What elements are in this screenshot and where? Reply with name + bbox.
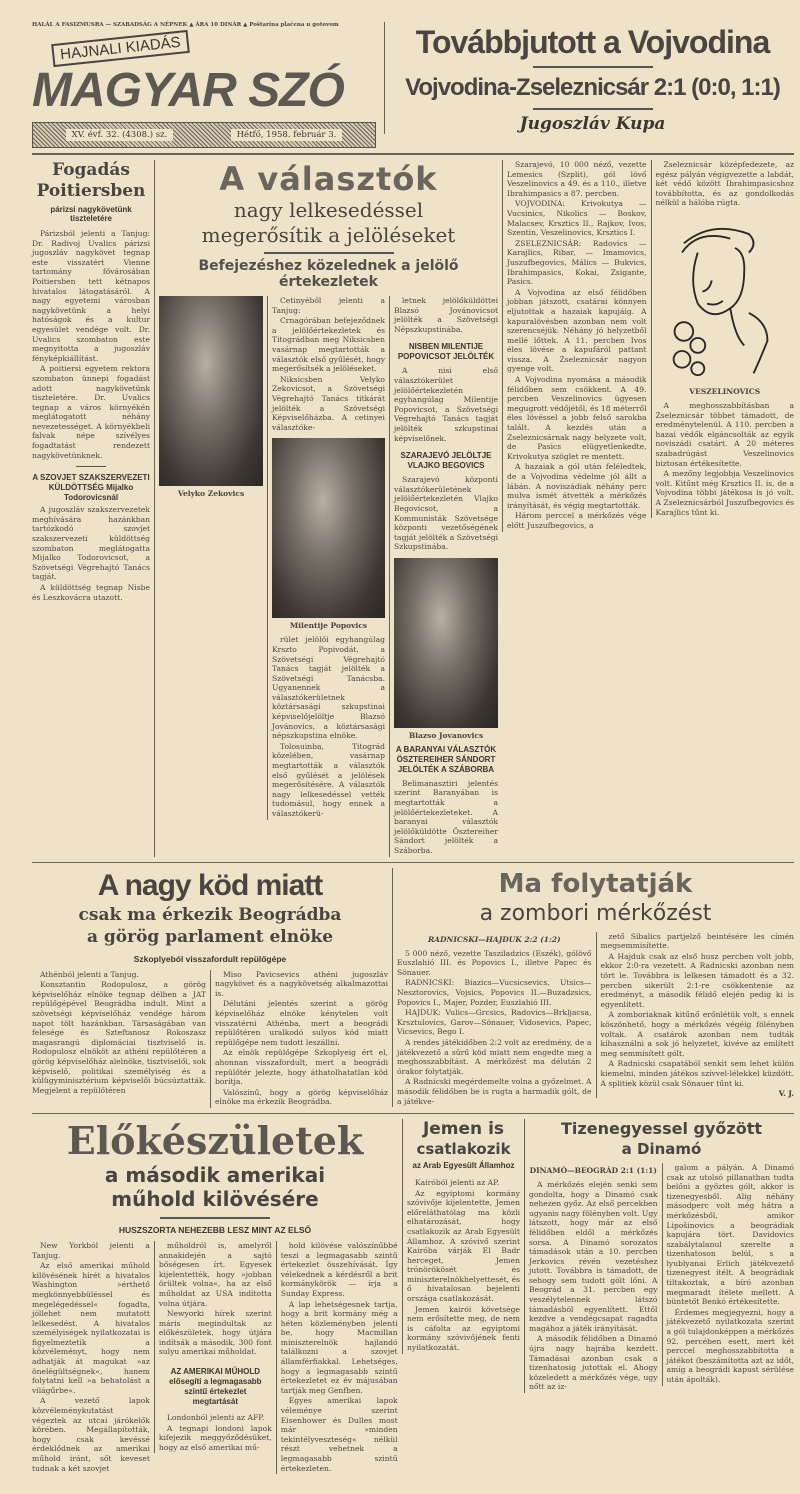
match-score: DINAMÓ—BEOGRÁD 2:1 (1:1) [529, 1165, 657, 1175]
article-body [394, 296, 498, 334]
headline-subtitle: az Arab Egyesült Államhoz [412, 1160, 515, 1170]
article-body [529, 1180, 658, 1392]
article-subheading: AZ AMERIKAI MŰHOLD elősegíti a legmagasabb szintű értekezlet megtartását [169, 1367, 262, 1407]
paragraph: A poitiersi egyetem rektora szombaton ünnepi fogadást adott nagykövetünk tiszteletére. Dr. Uvalics tegnap a város környékén meglátogatott néhány nevezetességet. A környékbeli falvak népe szívélyes fogadtatást rendezett nagykövetünknek. [32, 364, 150, 460]
article-title: A BARANYAI VÁLASZTÓK ÖSZTEREIHER SÁNDORT JELÖLTÉK A SZÁBORBA [395, 744, 497, 774]
headline: A nagy köd miatt [97, 868, 323, 902]
paragraph: Tolosuinba, Titográd közelében, vasárnap megtartották a választók első gyűlését a jelölések megerősítésére. A választók nagy lelkesedéssel vették tudomásul, hogy ennek a választókerü- [272, 741, 385, 818]
paragraph: A zomboriaknak kitűnő erőnlétük volt, s ennek köszönhető, hogy a mérkőzés végéig fölényben voltak. A csatárok azonban nem tudták kihasználni a sok jó helyzetet, kivéve az említett meg semmisített gólt. [600, 1010, 794, 1058]
photo-caption: Blazso Jovanovics [408, 730, 484, 740]
match-score: RADNICSKI—HAJDUK 2:2 (1:2) [427, 934, 561, 944]
score-headline: Vojvodina-Zseleznicsár 2:1 (0:0, 1:1) [405, 74, 780, 101]
row-b [32, 868, 794, 1108]
article-body [507, 160, 651, 532]
photo-caption: Milentije Popovics [289, 621, 368, 631]
article-body [32, 505, 150, 602]
article-body [159, 1241, 272, 1357]
paragraph: galom a pályán. A Dinamó csak az utolsó pillanatban tudta belőni a győztes gólt, akkor is tizenegyesből. Alig néhány másodperc volt még hátra a mérkőzésből, amikor Lipošinovics a beográdiak kapujára tört. Davidovics szabálytalanul szerelte a tizenhatoson belül, s a lyublyanai Erlich játékvezető tizenegyest ítélt. A beográdiak tiltakoztak, a bíró azonban megmaradt ítélete mellett. A büntetőt Benkó értékesítette. [666, 1162, 794, 1307]
paragraph: Szarajevó központi választókerületének jelölőértekezletén Vlajko Begovicsot, a Kommunisták Szövetsége központi vezetőségének tagját jelölték a Szövetségi Szkupstinába. [394, 475, 498, 552]
headline: A választók [219, 160, 438, 198]
paragraph: rület jelölői egyhangúlag Krszto Popivodát, a Szövetségi Végrehajtó Tanács tagját jelölték a Szövetségi Tanácsba. Ugyanennek a választókerületnek köztársasági szkupstinai képviselőjelöltje Blazsó Jovánovics, a köztársasági népszkupstina elnöke. [272, 635, 385, 741]
paragraph: Zseleznicsár középfedezete, az egész pályán végigvezette a labdát, két védő között Ibrahimpasicshoz továbbította, és az gondolkodás nélkül a hálóba rúgta. [655, 160, 794, 208]
paragraph: Miso Pavicsevics athéni jugoszláv nagykövet és a nagykövetség alkalmazottai is. [215, 969, 388, 998]
headline: Továbbjutott a Vojvodina [415, 24, 770, 60]
article-muhold [32, 1119, 402, 1474]
paragraph: Egyes amerikai lapok véleménye szerint Eisenhower és Dulles most már »minden tekintélyveszteség« nélkül részt vehetnek a legmagasabb szintű értekezleten. [280, 1396, 398, 1473]
article-kod [32, 868, 392, 1108]
paragraph: A Hajduk csak az első husz percben volt jobb, ekkor 2:0-ra vezetett. A Radnicski azonban nem tört le. Továbbra is lelkesen támadott és a 32. percben sikerült 2:1-re csökkentenie az eredményt, a második félidő elején pedig ki is egyenlített. [600, 951, 794, 1009]
article-body [407, 1178, 520, 1353]
paragraph: Érdemes megjegyezni, hogy a játékvezető nyilatkozata szerint a gól tulajdonképpen a mérkőzés 92. percében esett, mert két perccel meghosszabbította a játékot (beszámította azt az időt, amíg a beográdi kapust sérülése után ápolták). [666, 1307, 794, 1384]
article-body [601, 932, 795, 1089]
paragraph: A Radnicski megérdemelte volna a győzelmet. A második félidőben be is rugta a harmadik gólt, de a játékve- [397, 1077, 592, 1106]
paragraph: zető Sibalics partjelző beintésére les címén megsemmisítette. [600, 931, 794, 951]
article-body [656, 401, 795, 517]
article-baranya [394, 745, 498, 856]
paragraph: A Vojvodina az első félidőben jobban játszott, csatárai könnyen eljutottak a hazaiak kapujáig. A kapuralövésben azonban nem volt szerencséjük. Néhány jó helyzetből mellé lőttek. A 11. percben Ivos éles lövése a kapufáról pattant vissza. A Zseleznicsár nagyon gyenge volt. [507, 287, 647, 374]
photo-velyko-zekovics [159, 296, 263, 486]
newspaper-title: MAGYAR SZÓ [32, 64, 344, 117]
paragraph: A mezőny legjobbja Veszelinovics volt. Kitűnt még Krsztics II. is, de a Vojvodina többi játékosa is jó volt. A Zseleznicsárból Juszufbegovics és Karajlics tűnt ki. [655, 469, 794, 517]
article-body [656, 160, 795, 208]
paragraph: ZSELEZNICSÁR: Radovics — Karajlics, Ribar, — Imamovics, Juszufbegovics, Málics — Bukvics, Ibrahimpasics, Kokai, Zsigante, Pasics. [507, 238, 647, 287]
headline-line: műhold kilövésére [111, 1186, 319, 1211]
caricature-veszelinovics [656, 214, 786, 384]
headline: Tizenegyessel győzött [561, 1118, 762, 1138]
article-body [159, 1413, 272, 1452]
article-zombor [392, 868, 794, 1108]
headline-subtitle: HUSZSZORTA NEHEZEBB LESZ MINT AZ ELSŐ [118, 1224, 312, 1235]
headline-line: a zombori mérkőzést [479, 900, 712, 926]
paragraph: Az egyiptomi kormány szóvivője kijelentette, Jemen előreláthatólag ma közli elhatározását, hogy csatlakozik az Arab Egyesült Államhoz. A szóvivő szerint Kairóba várják El Badr herceget, Jemen trónörökösét és miniszterelnökhelyettesét, és ő hivatalosan bejelenti országa csatlakozását. [407, 1188, 520, 1304]
article-subheading: NISBEN MILENTIJE POPOVICSOT JELÖLTÉK [397, 342, 495, 362]
headline-line: a második amerikai [104, 1162, 326, 1187]
paragraph: A meghosszabbításban a Zseleznicsár többet támadott, de eredménytelenül. A 110. percben a hazai védők elgáncsolták az egyik noviszádi csatárt. A 20 méteres szabadrúgást Veszelinovics biztosan értékesítette. [655, 400, 794, 468]
article-body [272, 296, 385, 432]
paragraph: hold kilövése valószínűbbé teszi a legmagasabb szintű értekezlet összehívását. Így vélekednek a kérdésről a brit kormánykörök — írja a Sunday Express. [280, 1240, 398, 1298]
paragraph: Valószínű, hogy a görög képviselőház elnöke ma érkezik Beográdba. [215, 1087, 388, 1107]
paragraph: A mérkőzés elején senki sem gondolta, hogy a Dinamó csak nehezen győz. Az első percekben ugyanis nagy fölényben volt. Ugy látszott, hogy már az első félidőben eldől a mérkőzés sorsa. A Dinamó sorozatos támadások után a 10. percben Jerkovics révén vezetéshez jutott. Továbbra is támadott, de sehogy sem tudott gólt lőni. A Beográd a 31. percben egy veszélytelennek látszó támadásból egyenlített. Ettől kezdve a vendégcsapat ragadta magához a játék irányítását. [529, 1179, 658, 1333]
paragraph: Belimanasztiri jelentés szerint Baranyában is megtartották a jelölőértekezleteket. A baranyai választók jelölőküldötte Ösztereiher Sándort jelölték a Száborba. [394, 778, 498, 856]
paragraph: Newyorki hírek szerint máris megindultak az előkészületek, hogy útjára indítsák a második, 300 font sulyu amerikai műholdat. [158, 1309, 272, 1357]
article-body [276, 1241, 398, 1474]
paragraph: letnek jelölőküldöttei Blazsó Jovánovicsot jelölték a Szövetségi Népszkupstinába. [394, 296, 498, 334]
paragraph: A küldöttség tegnap Nisbe és Leszkovácra utazott. [32, 583, 150, 602]
article-body [394, 475, 498, 552]
paragraph: A rendes játékidőben 2:2 volt az eredmény, de a játékvezető a sűrű köd miatt nem engedte meg a meghosszabbítást. A mérkőzést ma délután 2 órakor folytatják. [397, 1037, 592, 1076]
paragraph: A lap lehetségesnek tartja, hogy a brit kormány még a héten közleményben jelenti be, hogy Macmillan miniszterelnök hajlandó találkozni a szovjet államférfiakkal. Lehetséges, hogy a legmagasabb szintű értekezletet ez év májusában tartják meg Genfben. [280, 1299, 398, 1395]
headline: Előkészületek [66, 1117, 364, 1163]
headline-line: csatlakozik [416, 1139, 511, 1158]
headline-subtitle: Befejezéshez közelednek a jelölő értekezletek [198, 258, 459, 290]
paragraph: A nisi első választókerület jelölőértekezletén egyhangúlag Milentije Popovicsot, a Szövetségi Végrehajtó Tanács tagját jelölték szkupstinai képviselőnek. [394, 366, 498, 443]
paragraph: Délutáni jelentés szerint a görög képviselőház elnöke kénytelen volt visszatérni Athénba, mert a beográdi repülőtéren uralkodó sulyos köd miatt repülőgépe nem tudott leszállni. [215, 999, 388, 1047]
paragraph: Az elnök repülőgépe Szkoplyeig ért el, ahonnan visszafordult, mert a beográdi repülőtér jelezte, hogy áthatolhatatlan köd borítja. [215, 1048, 388, 1087]
paragraph: A második félidőben a Dinamó újra nagy hajrába kezdett. Támadásai azonban csak a tizenhatosig jutottak el. Ahogy közeledett a mérkőzés vége, ugy nőtt az iz- [529, 1334, 658, 1392]
masthead [32, 22, 384, 148]
headline: Jemen is [422, 1118, 505, 1139]
paragraph: Crnagórában befejeződnek a jelölőértekezletek és Titográdban meg Niksicsben vasárnap megtartották a választók első gyűlését, hogy megerősítsék a jelöléseket. [272, 316, 385, 374]
paragraph: Három perccel a mérkőzés vége előtt Juszufbegovics, a [507, 511, 647, 530]
paragraph: A tegnapi londoni lapok kifejezik meggyőződésüket, hogy az első amerikai mű- [158, 1423, 272, 1452]
paragraph: Jemen kairói követsége nem erősítette meg, de nem is cáfolta az egyiptomi kormány szóvivőjének fenti nyilatkozatát. [407, 1304, 520, 1353]
author-signature: V. J. [778, 1089, 794, 1099]
article-body [210, 970, 388, 1108]
row-a [32, 160, 794, 857]
paragraph: Londonból jelenti az AFP. [166, 1413, 265, 1423]
article-body [272, 635, 385, 818]
edition-stamp: HAJNALI KIADÁS [51, 30, 190, 67]
paragraph: Konsztantin Rodopulosz, a görög képviselőház elnöke tegnap délben a JAT repülőgépével Beográdba indult. Mint a szövetségi képviselőház vendége három napot tölt hazánkban. Társaságában van felesége és Szteftanosz Rokoszasz magasrangú diplomáciai tisztviselő is. Rodopulosz elnököt az athéni repülőtéren a görög képviselőház alelnöke, tisztviselői, sok képviselő, politikai személyiség és a külügyminisztérium képviselői búcsúztatták. Megjelent a repülőtéren [32, 980, 206, 1095]
paragraph: A jugoszláv szakszervezetek meghívására hazánkban tartózkodó szovjet szakszervezeti küldöttség szombaton meglátogatta Mijalko Todorovicsot, a Szövetségi Végrehajtó Tanács tagját. [32, 505, 150, 582]
paragraph: Cetinyéből jelenti a Tanjug: [272, 296, 385, 315]
paragraph: Kairóból jelenti az AP. [415, 1177, 500, 1187]
paragraph: Az első amerikai műhold kilövésének hírét a hivatalos Washington »érthető megkönnyebbüléssel és megelégedéssel« fogadta, jóllehet nem mutatott lelkesedést. A hivatalos személyiségek nyilatkozatai is figyelmeztetik a közvéleményt, hogy nem adhatják át magukat »az önelégültségnek«, hanem folytatni kell »a behatolást a világűrbe«. [32, 1261, 150, 1395]
paragraph: A Radnicski csapatából senkit sem lehet külön kiemelni, minden játékos szívvel-lélekkel küzdött. A splitiek közül csak Sönauer tűnt ki. [600, 1059, 794, 1088]
photo-milentije-popovics [272, 438, 385, 618]
issue-bar [32, 122, 376, 148]
headline-line: csak ma érkezik Beográdba [78, 904, 342, 925]
paragraph: Niksicsben Velyko Zekovicsot, a Szövetségi Végrehajtó Tanács titkárát jelölték a Szövetségi Képviselőházba. A cetinyei választóke- [272, 374, 385, 432]
headline: Ma folytatják [498, 868, 693, 899]
photo-blazso-jovanovics [394, 558, 498, 728]
article-body [32, 229, 150, 460]
article-body [397, 949, 592, 1107]
row-c [32, 1119, 794, 1474]
article-subheading: SZARAJEVÓ JELÖLTJE VLAJKO BEGOVICS [400, 451, 492, 471]
paragraph: Szarajevó, 10 000 néző, vezette Lemesics (Szplit), gól lövő Veszelinovics a 49. és a 110., illetve Ibrahimpasics a 87. percben. [507, 160, 647, 198]
article-body [32, 1241, 154, 1474]
photo-caption: Velyko Zekovics [177, 489, 245, 498]
article-jemen [402, 1119, 524, 1354]
headline-subtitle: Szkoplyeból visszafordult repülőgépe [133, 953, 287, 964]
headline-line: a görög parlament elnöke [86, 926, 334, 947]
paragraph: HAJDUK: Vulics—Grcsics, Radovics—Brkljacsa, Krsztulovics, Garov—Sönauer, Vidosevics, Papec, Vicsevics, Bego I. [397, 1008, 592, 1037]
issue-date: Hétfő, 1958. február 3. [231, 129, 343, 141]
article-body [32, 970, 210, 1097]
headline-line: nagy lelkesedéssel [233, 198, 424, 222]
paragraph: RADNICSKI: Biazics—Vucsicsevics, Utsics—Nesztorovics, Vojsics, Popovics II.—Buzadzsics, Popovics I., Majer, Pozder, Euszlahió III. [397, 978, 592, 1007]
paragraph: VOJVODINA: Krivokutya — Vucsinics, Nikolics — Boskov, Malacsev, Krsztics II., Rajkov, Ivos, Szentin, Veszelinovics, Krsztics I. [507, 199, 647, 238]
paragraph: Párizsból jelenti a Tanjug: Dr. Radivoj Uvalics párizsi jugoszláv nagykövet tegnap este visszatért Vienne tartomány fővárosában Poitiersben tett kétnapos hivatalos látogatásáról. A nagy egyetemi városban nagykövetünk a helyi hatóságok és a kultur egyesület vendége volt. Dr. Uvalics szombaton este megnyitotta a jugoszláv fényképkiállítást. [32, 229, 150, 363]
paragraph: 5 000 néző, vezette Tasziladzics (Eszék), gólövő Euszlahió III. és Popovics I., illetve Papec és Sönauer. [397, 948, 592, 977]
masthead-tagline: HALÁL A FASIZMUSRA — SZABADSÁG A NÉPNEK ▲ ÁRA 10 DINÁR ▲ Poštarina plaćena u gotovom [32, 22, 339, 28]
article-body [394, 366, 498, 443]
article-subtitle: párizsi nagykövetünk tiszteletére [50, 205, 132, 223]
article-subheading: A SZOVJET SZAKSZERVEZETI KÜLDÖTTSÉG Mijalko Todorovicsnál [32, 473, 150, 503]
competition-name: Jugoszláv Kupa [519, 114, 666, 134]
paragraph: műholdról is, amelyről annakidején a sajtó bőségesen írt. Egyesek kijelentették, hogy »jobban örültek volna«, ha az első műholdat az USA indította volna útjára. [158, 1240, 272, 1308]
article-title: Fogadás Poitiersben [36, 160, 146, 201]
issue-number: XV. évf. 32. (4308.) sz. [66, 129, 174, 141]
paragraph: A Vojvodina nyomása a második félidőben sem csökkent. A 49. percben Veszelinovics ügyesen megugrott védőjétől, és 18 méterről éles lövéssel a jobb felső sarokba talált. A kezdés után a Zseleznicsárnak nagy helyzete volt, de Pasics elügyetlenkedte, Krivokutya szöglet re mentett. [507, 375, 647, 461]
paragraph: New Yorkból jelenti a Tanjug. [32, 1240, 150, 1260]
caricature-caption: VESZELINOVICS [689, 386, 761, 396]
paragraph: A vezető lapok közvéleménykutatást végeztek az utcai járókelők körében. Megállapították, hogy csak kevéssé érdeklődnek az amerikai műhold iránt, sőt keveset tudnak a két szovjet [32, 1396, 150, 1473]
article-dinamo [524, 1119, 794, 1393]
headline-line: megerősítik a jelöléseket [201, 223, 456, 247]
article-body [662, 1163, 795, 1386]
top-sport-headline [384, 22, 794, 134]
article-valasztok [154, 160, 502, 857]
article-fogadas [32, 160, 154, 603]
paragraph: Athénból jelenti a Tanjug. [40, 969, 139, 979]
article-vojvodina-report [502, 160, 794, 532]
headline-line: a Dinamó [621, 1139, 702, 1158]
article-body [394, 779, 498, 856]
masthead-row [32, 22, 794, 148]
paragraph: A hazaiak a gól után feléledtek, de a Vojvodina védelme jól állt a lábán. A noviszádiak néhány perc mulva ismét átvették a mérkőzés irányítását, és végig megtartották. [507, 462, 647, 510]
